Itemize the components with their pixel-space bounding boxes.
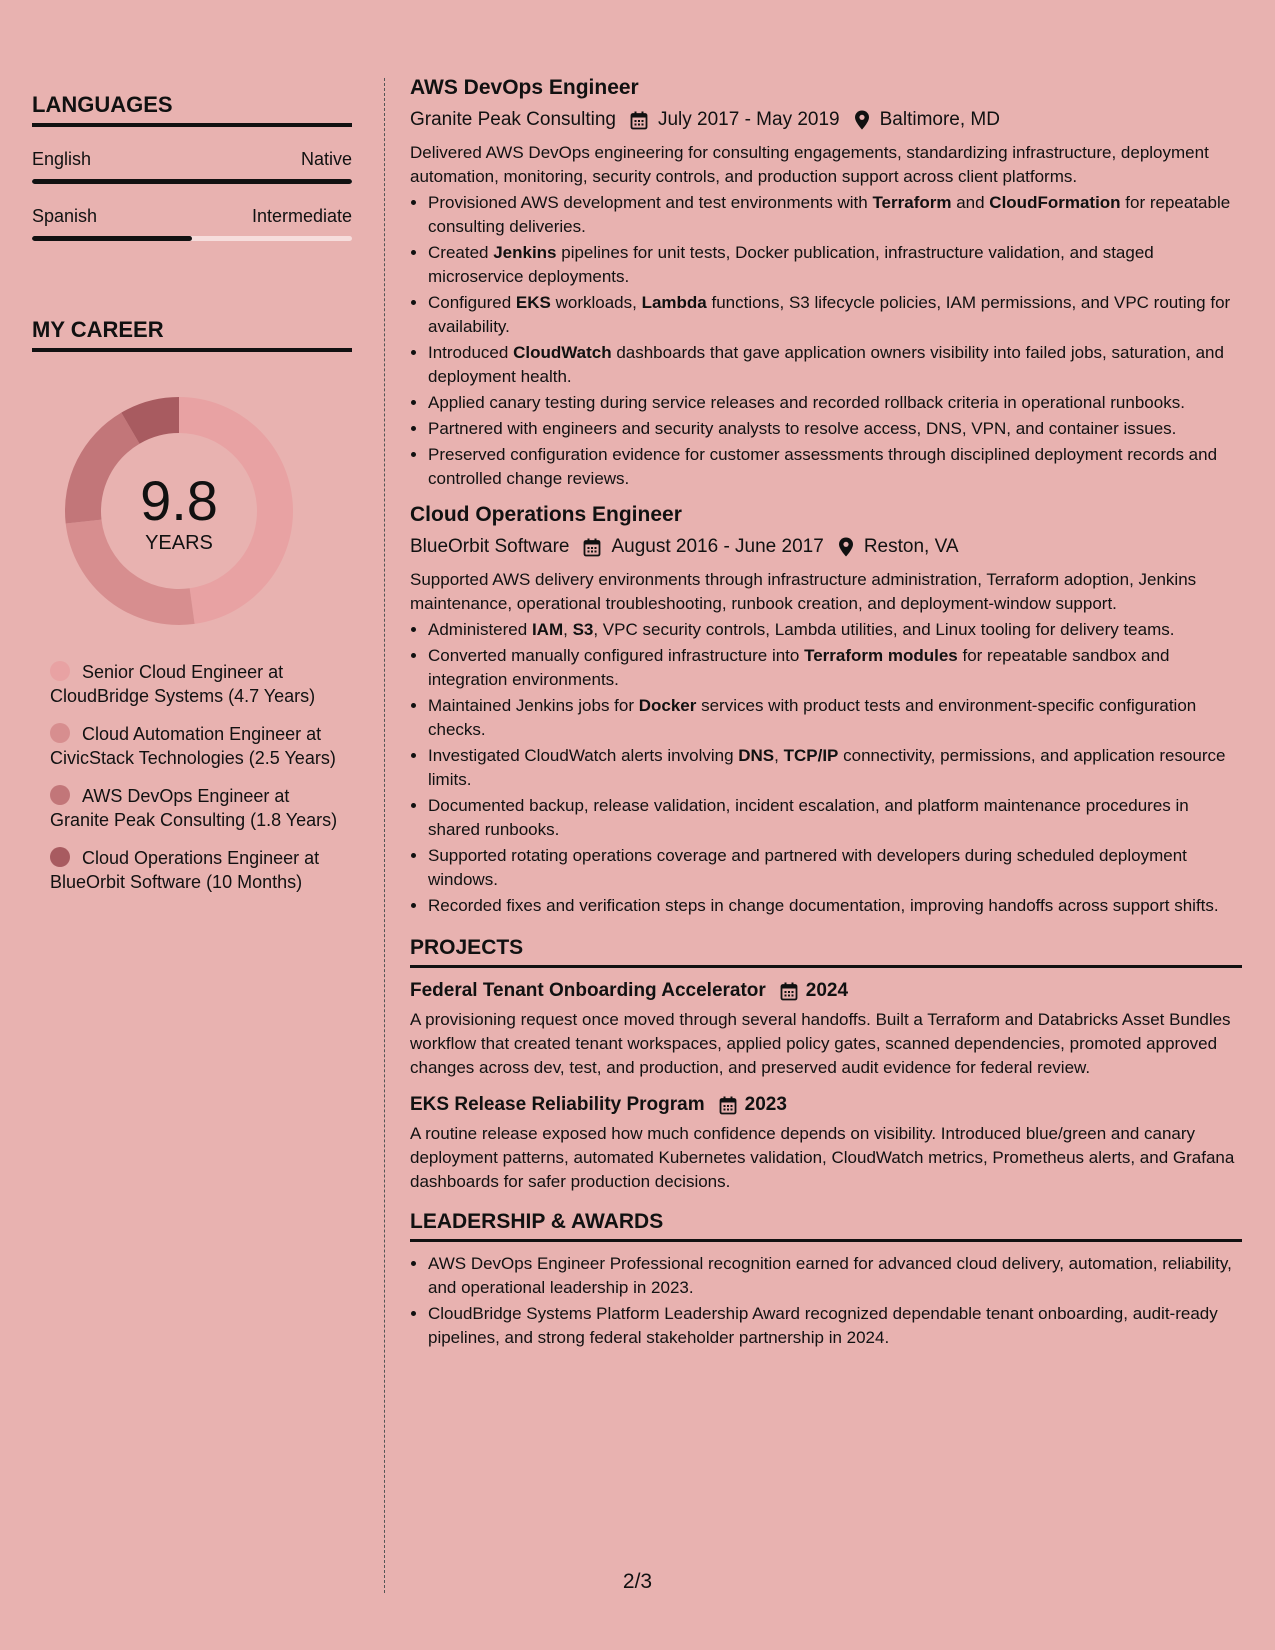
job-bullet: • Partnered with engineers and security analysts to resolve access, DNS, VPN, and container issues. xyxy=(428,417,1242,441)
career-donut-chart xyxy=(64,396,294,626)
legend-label: Senior Cloud Engineer at CloudBridge Systems (4.7 Years) xyxy=(50,662,316,706)
left-column xyxy=(32,92,352,908)
language-level: Native xyxy=(300,149,352,169)
job-bullet: • Introduced CloudWatch dashboards that gave application owners visibility into failed jobs, saturation, and deployment health. xyxy=(428,341,1242,389)
job-meta xyxy=(410,109,1242,131)
legend-label: Cloud Automation Engineer at CivicStack Technologies (2.5 Years) xyxy=(50,724,336,768)
calendar-icon xyxy=(780,982,798,1001)
language-item xyxy=(32,149,352,184)
job-title: Cloud Operations Engineer xyxy=(410,503,682,526)
job-bullet: • Created Jenkins pipelines for unit tests, Docker publication, infrastructure validation, and staged microservice deployments. xyxy=(428,241,1242,289)
job-dates: July 2017 - May 2019 xyxy=(657,109,840,130)
career-heading: MY CAREER xyxy=(32,317,352,352)
job-bullet: • Maintained Jenkins jobs for Docker services with product tests and environment-specific configuration checks. xyxy=(428,694,1242,742)
legend-label: Cloud Operations Engineer at BlueOrbit Software (10 Months) xyxy=(50,848,320,892)
job-summary: Supported AWS delivery environments through infrastructure administration, Terraform adoption, Jenkins maintenance, operational troubleshooting, runbook creation, and deployment-window support. xyxy=(410,570,1197,613)
job-bullet: • Supported rotating operations coverage and partnered with developers during scheduled deployment windows. xyxy=(428,844,1242,892)
award-item: • CloudBridge Systems Platform Leadership Award recognized dependable tenant onboarding, audit-ready pipelines, and strong federal stakeholder partnership in 2024. xyxy=(428,1302,1242,1350)
languages-heading: LANGUAGES xyxy=(32,92,352,127)
legend-item xyxy=(50,784,340,832)
legend-item xyxy=(50,660,340,708)
job-bullets xyxy=(410,618,1242,918)
job-bullet: • Applied canary testing during service releases and recorded rollback criteria in operational runbooks. xyxy=(428,391,1242,415)
project-item xyxy=(410,1094,1242,1194)
career-total-unit: YEARS xyxy=(145,531,213,554)
job-bullet: • Provisioned AWS development and test environments with Terraform and CloudFormation for repeatable consulting deliveries. xyxy=(428,191,1242,239)
project-name: Federal Tenant Onboarding Accelerator xyxy=(410,980,766,1001)
right-column xyxy=(410,76,1242,1352)
job-meta xyxy=(410,536,1242,558)
job-title: AWS DevOps Engineer xyxy=(410,76,639,99)
job-bullet: • Configured EKS workloads, Lambda functions, S3 lifecycle policies, IAM permissions, and VPC routing for availability. xyxy=(428,291,1242,339)
job-dates: August 2016 - June 2017 xyxy=(611,536,824,557)
project-name: EKS Release Reliability Program xyxy=(410,1094,705,1115)
language-level: Intermediate xyxy=(251,206,352,226)
projects-section xyxy=(410,936,1242,1194)
job-entry xyxy=(410,76,1242,491)
legend-label: AWS DevOps Engineer at Granite Peak Consulting (1.8 Years) xyxy=(50,786,338,830)
job-bullet: • Recorded fixes and verification steps in change documentation, improving handoffs across support shifts. xyxy=(428,894,1242,918)
job-bullet: • Administered IAM, S3, VPC security controls, Lambda utilities, and Linux tooling for delivery teams. xyxy=(428,618,1242,642)
language-name: Spanish xyxy=(32,206,98,226)
legend-dot xyxy=(50,723,70,743)
project-description: A routine release exposed how much confidence depends on visibility. Introduced blue/green and canary deployment patterns, automated Kubernetes validation, CloudWatch metrics, Prometheus alerts, and Grafana dashboards for safer production decisions. xyxy=(410,1124,1235,1191)
job-bullet: • Preserved configuration evidence for customer assessments through disciplined deployment records and controlled change reviews. xyxy=(428,443,1242,491)
job-bullet: • Documented backup, release validation, incident escalation, and platform maintenance procedures in shared runbooks. xyxy=(428,794,1242,842)
job-summary: Delivered AWS DevOps engineering for consulting engagements, standardizing infrastructure, deployment automation, monitoring, security controls, and production support across client platforms. xyxy=(410,143,1209,186)
language-item xyxy=(32,206,352,241)
page-number: 2/3 xyxy=(622,1570,653,1593)
awards-section xyxy=(410,1210,1242,1350)
language-proficiency-bar xyxy=(32,179,352,184)
career-total-years: 9.8 xyxy=(140,468,218,532)
job-bullet: • Investigated CloudWatch alerts involving DNS, TCP/IP connectivity, permissions, and application resource limits. xyxy=(428,744,1242,792)
job-company: Granite Peak Consulting xyxy=(410,109,616,130)
job-company: BlueOrbit Software xyxy=(410,536,570,557)
job-location: Baltimore, MD xyxy=(879,109,1000,130)
job-entry xyxy=(410,503,1242,918)
map-pin-icon xyxy=(838,537,854,557)
legend-dot xyxy=(50,785,70,805)
column-divider xyxy=(384,78,385,1593)
project-item xyxy=(410,980,1242,1080)
career-legend xyxy=(50,660,340,894)
project-year: 2024 xyxy=(805,980,849,1001)
language-name: English xyxy=(32,149,92,169)
legend-dot xyxy=(50,661,70,681)
legend-item xyxy=(50,846,340,894)
map-pin-icon xyxy=(854,110,870,130)
job-bullet: • Converted manually configured infrastructure into Terraform modules for repeatable sandbox and integration environments. xyxy=(428,644,1242,692)
project-year: 2023 xyxy=(744,1094,787,1115)
awards-list xyxy=(410,1252,1242,1350)
calendar-icon xyxy=(719,1096,737,1115)
legend-item xyxy=(50,722,340,770)
language-proficiency-bar xyxy=(32,236,352,241)
job-bullets xyxy=(410,191,1242,491)
awards-heading: LEADERSHIP & AWARDS xyxy=(410,1210,1242,1242)
projects-heading: PROJECTS xyxy=(410,936,1242,968)
award-item: • AWS DevOps Engineer Professional recognition earned for advanced cloud delivery, automation, reliability, and operational leadership in 2023. xyxy=(428,1252,1242,1300)
legend-dot xyxy=(50,847,70,867)
project-description: A provisioning request once moved through several handoffs. Built a Terraform and Databricks Asset Bundles workflow that created tenant workspaces, applied policy gates, scanned dependencies, promoted approved changes across dev, test, and production, and preserved audit evidence for federal review. xyxy=(410,1010,1231,1077)
calendar-icon xyxy=(583,538,601,557)
calendar-icon xyxy=(630,111,648,130)
job-location: Reston, VA xyxy=(863,536,959,557)
